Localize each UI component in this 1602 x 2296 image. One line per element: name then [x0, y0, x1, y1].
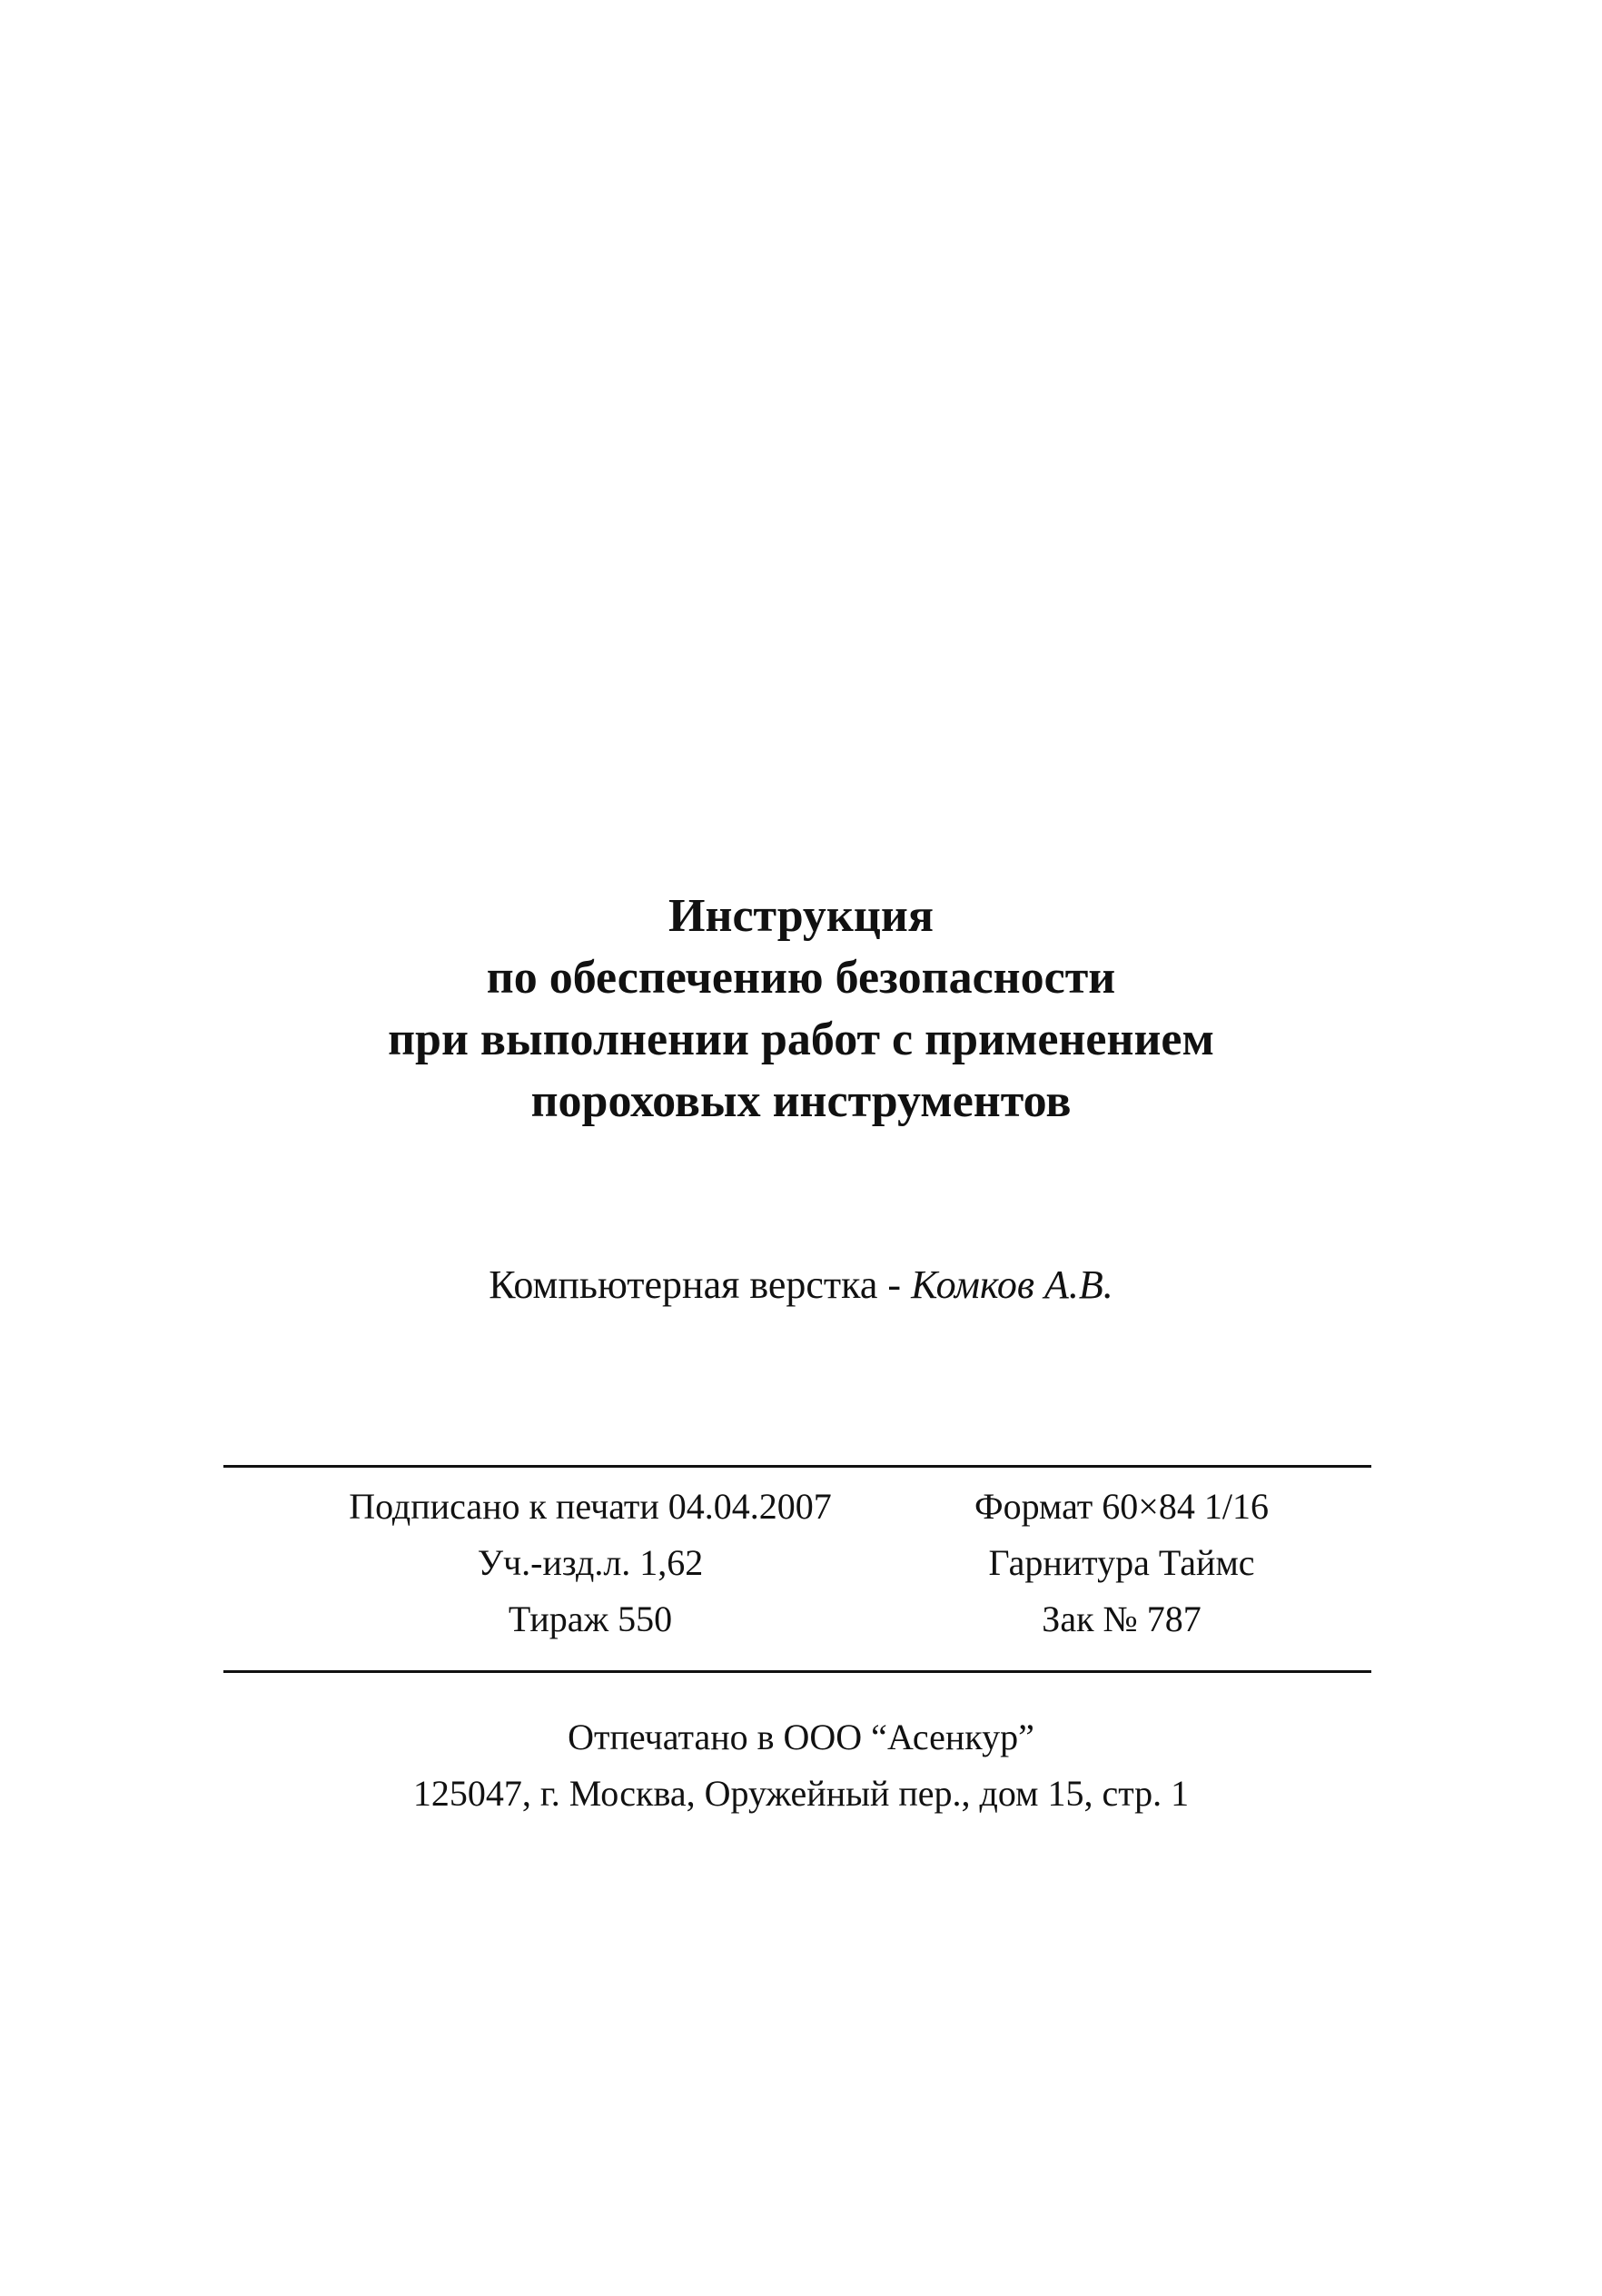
- bottom-divider: [223, 1670, 1371, 1673]
- credits-name: Комков А.В.: [911, 1262, 1113, 1307]
- credits-role: Компьютерная верстка -: [489, 1262, 912, 1307]
- title-line-2: по обеспечению безопасности: [486, 952, 1116, 1004]
- order-number: Зак № 787: [1042, 1598, 1202, 1639]
- publisher-sheets: Уч.-изд.л. 1,62: [477, 1542, 704, 1583]
- typeface: Гарнитура Таймс: [988, 1542, 1255, 1583]
- layout-credits: [0, 1258, 1602, 1312]
- title-line-3: при выполнении работ с применением: [388, 1014, 1214, 1065]
- title-line-1: Инструкция: [668, 890, 934, 942]
- top-divider: [223, 1465, 1371, 1468]
- imprint-left-column: [272, 1479, 908, 1648]
- print-run: Тираж 550: [508, 1598, 673, 1639]
- document-title: [0, 886, 1602, 1133]
- printer-info: [0, 1709, 1602, 1822]
- printer-name: Отпечатано в ООО “Асенкур”: [568, 1717, 1034, 1757]
- printer-address: 125047, г. Москва, Оружейный пер., дом 15, стр. 1: [412, 1773, 1190, 1814]
- signed-to-print: Подписано к печати 04.04.2007: [349, 1486, 832, 1527]
- imprint-right-column: [908, 1479, 1335, 1648]
- title-line-4: пороховых инструментов: [530, 1075, 1072, 1127]
- paper-format: Формат 60×84 1/16: [974, 1486, 1269, 1527]
